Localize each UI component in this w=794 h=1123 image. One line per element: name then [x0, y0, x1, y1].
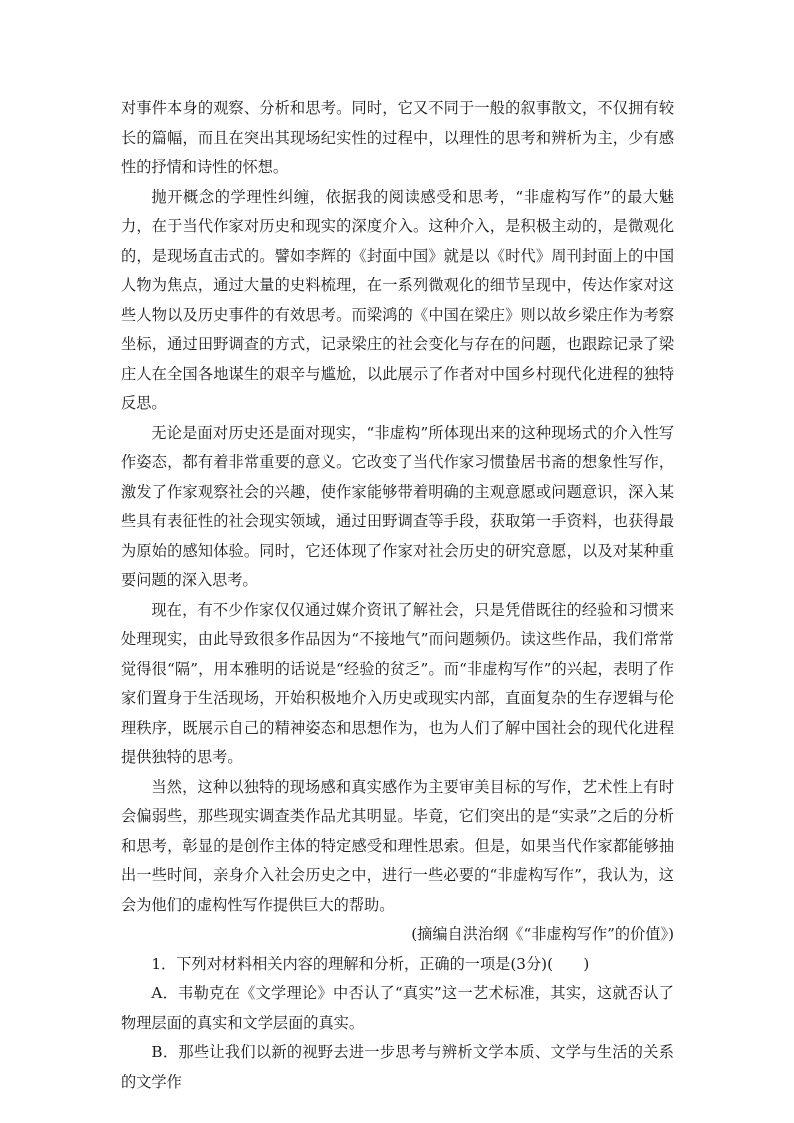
option-a: A．韦勒克在《文学理论》中否认了“真实”这一艺术标准，其实，这就否认了物理层面的真实和文学层面的真实。 — [121, 984, 674, 1032]
question-stem: 1．下列对材料相关内容的理解和分析，正确的一项是(3分)( ) — [151, 954, 590, 973]
paragraph-continuation: 对事件本身的观察、分析和思考。同时，它又不同于一般的叙事散文，不仅拥有较长的篇幅，而且在突出其现场纪实性的过程中，以理性的思考和辨析为主，少有感性的抒情和诗性的怀想。 — [121, 99, 674, 176]
source-citation: (摘编自洪治纲《“非虚构写作”的价值》) — [411, 925, 674, 943]
paragraph-5: 当然，这种以独特的现场感和真实感作为主要审美目标的写作，艺术性上有时会偏弱些，那些现实调查类作品尤其明显。毕竟，它们突出的是“实录”之后的分析和思考，彰显的是创作主体的特定感受和理性思索。但是，如果当代作家都能够抽出一些时间，亲身介入社会历史之中，进行一些必要的“非虚构写作”，我认为，这会为他们的虚构性写作提供巨大的帮助。 — [121, 777, 674, 914]
document-page — [121, 94, 674, 1097]
paragraph-4: 现在，有不少作家仅仅通过媒介资讯了解社会，只是凭借既往的经验和习惯来处理现实，由此导致很多作品因为“不接地气”而问题频仍。读这些作品，我们常常觉得很“隔”，用本雅明的话说是“经验的贫乏”。而“非虚构写作”的兴起，表明了作家们置身于生活现场，开始积极地介入历史或现实内部，直面复杂的生存逻辑与伦理秩序，既展示自己的精神姿态和思想作为，也为人们了解中国社会的现代化进程提供独特的思考。 — [121, 600, 674, 766]
option-b: B．那些让我们以新的视野去进一步思考与辨析文学本质、文学与生活的关系的文学作 — [121, 1043, 674, 1091]
paragraph-3: 无论是面对历史还是面对现实，“非虚构”所体现出来的这种现场式的介入性写作姿态，都有着非常重要的意义。它改变了当代作家习惯蛰居书斋的想象性写作，激发了作家观察社会的兴趣，使作家能够带着明确的主观意愿或问题意识，深入某些具有表征性的社会现实领域，通过田野调查等手段，获取第一手资料，也获得最为原始的感知体验。同时，它还体现了作家对社会历史的研究意愿，以及对某种重要问题的深入思考。 — [121, 423, 674, 589]
paragraph-2: 抛开概念的学理性纠缠，依据我的阅读感受和思考，“非虚构写作”的最大魅力，在于当代作家对历史和现实的深度介入。这种介入，是积极主动的，是微观化的，是现场直击式的。譬如李辉的《封面中国》就是以《时代》周刊封面上的中国人物为焦点，通过大量的史料梳理，在一系列微观化的细节呈现中，传达作家对这些人物以及历史事件的有效思考。而梁鸿的《中国在梁庄》则以故乡梁庄作为考察坐标，通过田野调查的方式，记录梁庄的社会变化与存在的问题，也跟踪记录了梁庄人在全国各地谋生的艰辛与尴尬，以此展示了作者对中国乡村现代化进程的独特反思。 — [121, 187, 674, 412]
